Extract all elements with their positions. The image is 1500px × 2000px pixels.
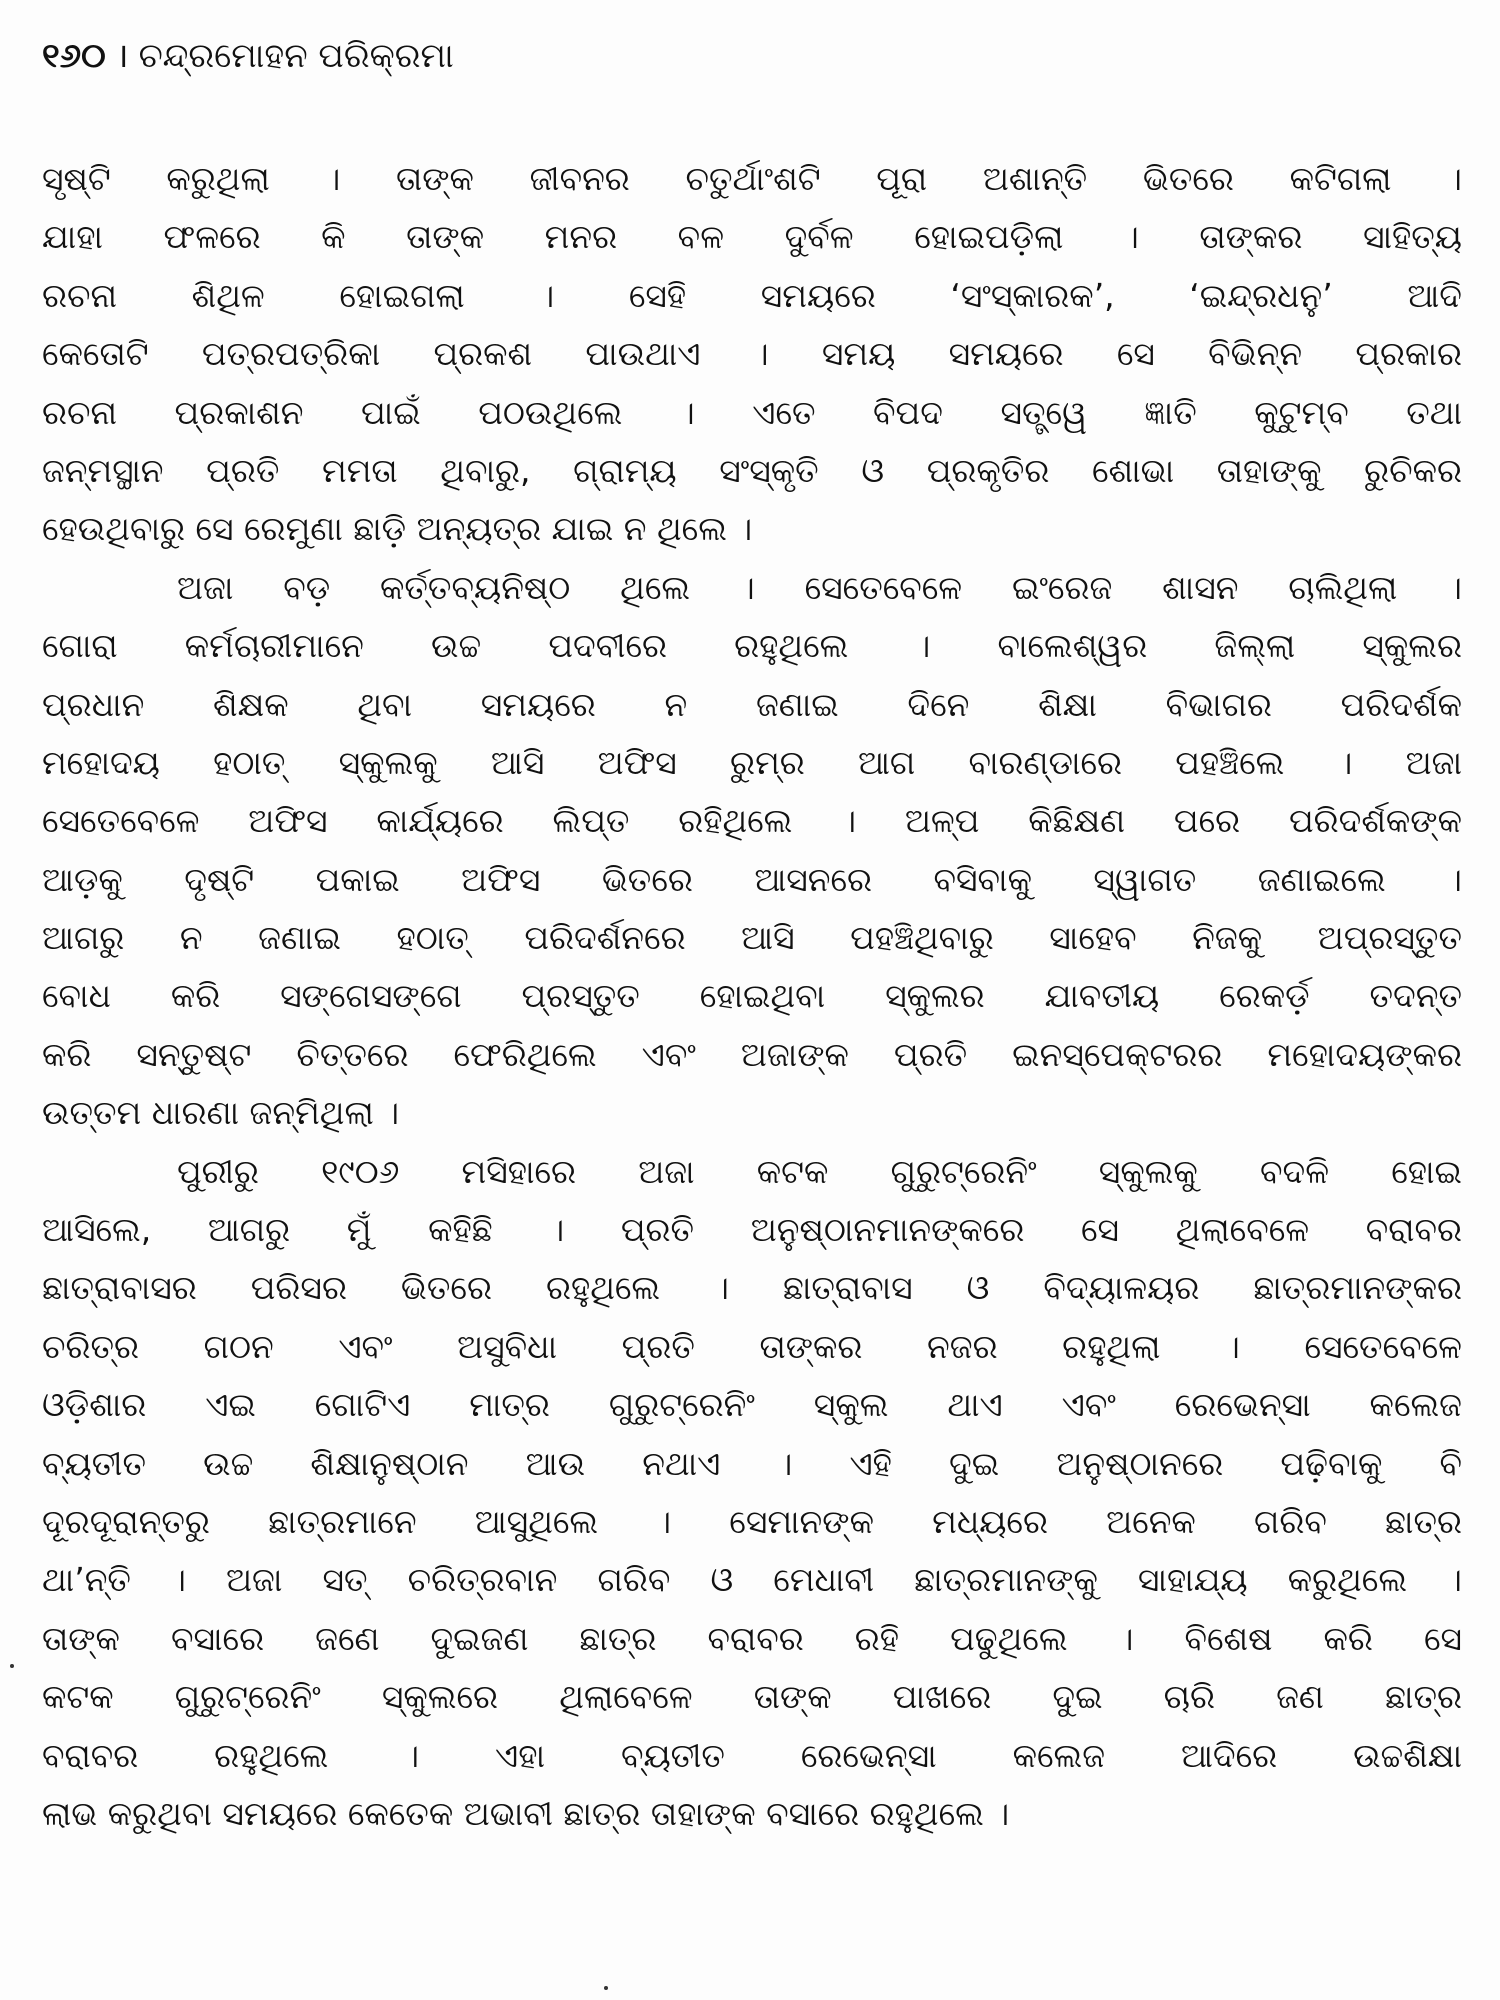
paragraph xyxy=(42,559,1462,1143)
text-line: ବ୍ୟତୀତ ଉଚ୍ଚ ଶିକ୍ଷାନୁଷ୍ଠାନ ଆଉ ନଥାଏ । ଏହି ଦୁଇ ଅନୁଷ୍ଠାନରେ ପଢ଼ିବାକୁ ବି xyxy=(42,1443,1462,1483)
text-line: ଚରିତ୍ର ଗଠନ ଏବଂ ଅସୁବିଧା ପ୍ରତି ତାଙ୍କର ନଜର ରହୁଥିଲା । ସେତେବେଳେ xyxy=(42,1326,1462,1366)
text-line: ବୋଧ କରି ସଙ୍ଗେସଙ୍ଗେ ପ୍ରସ୍ତୁତ ହୋଇଥିବା ସ୍କୁଲର ଯାବତୀୟ ରେକର୍ଡ଼ ତଦନ୍ତ xyxy=(42,976,1462,1016)
book-title: ଚନ୍ଦ୍ରମୋହନ ପରିକ୍ରମା xyxy=(138,36,454,76)
text-line: ହେଉଥିବାରୁ ସେ ରେମୁଣା ଛାଡ଼ି ଅନ୍ୟତ୍ର ଯାଇ ନ ଥିଲେ । xyxy=(42,509,753,549)
header-separator: । xyxy=(115,36,129,76)
paragraph xyxy=(42,150,1462,559)
scan-speck xyxy=(604,1986,608,1990)
paragraph xyxy=(42,1143,1462,1844)
text-line: କରି ସନ୍ତୁଷ୍ଟ ଚିତ୍ତରେ ଫେରିଥିଲେ ଏବଂ ଅଜାଙ୍କ ପ୍ରତି ଇନସ୍‌ପେକ୍ଟରର ମହୋଦୟଙ୍କର xyxy=(42,1034,1462,1074)
text-line: ଦୂରଦୂରାନ୍ତରୁ ଛାତ୍ରମାନେ ଆସୁଥିଲେ । ସେମାନଙ୍କ ମଧ୍ୟରେ ଅନେକ ଗରିବ ଛାତ୍ର xyxy=(42,1501,1462,1541)
text-line: ଥା’ନ୍ତି । ଅଜା ସତ୍ ଚରିତ୍ରବାନ ଗରିବ ଓ ମେଧାବୀ ଛାତ୍ରମାନଙ୍କୁ ସାହାଯ୍ୟ କରୁଥିଲେ । xyxy=(42,1560,1462,1600)
text-line: ଆଡ଼କୁ ଦୃଷ୍ଟି ପକାଇ ଅଫିସ ଭିତରେ ଆସନରେ ବସିବାକୁ ସ୍ୱାଗତ ଜଣାଇଲେ । xyxy=(42,859,1462,899)
text-line: କେତୋଟି ପତ୍ରପତ୍ରିକା ପ୍ରକଶ ପାଉଥାଏ । ସମୟ ସମୟରେ ସେ ବିଭିନ୍ନ ପ୍ରକାର xyxy=(42,334,1462,374)
text-line: କଟକ ଗୁରୁଟ୍ରେନିଂ ସ୍କୁଲରେ ଥିଲାବେଳେ ତାଙ୍କ ପାଖରେ ଦୁଇ ଚାରି ଜଣ ଛାତ୍ର xyxy=(42,1677,1462,1717)
text-line: ସେତେବେଳେ ଅଫିସ କାର୍ଯ୍ୟରେ ଲିପ୍ତ ରହିଥିଲେ । ଅଳ୍ପ କିଛିକ୍ଷଣ ପରେ ପରିଦର୍ଶକଙ୍କ xyxy=(42,801,1462,841)
text-line: ଛାତ୍ରାବାସର ପରିସର ଭିତରେ ରହୁଥିଲେ । ଛାତ୍ରାବାସ ଓ ବିଦ୍ୟାଳୟର ଛାତ୍ରମାନଙ୍କର xyxy=(42,1268,1462,1308)
text-line: ଉତ୍ତମ ଧାରଣା ଜନ୍ମିଥିଲା । xyxy=(42,1093,400,1133)
text-line: ଯାହା ଫଳରେ କି ତାଙ୍କ ମନର ବଳ ଦୁର୍ବଳ ହୋଇପଡ଼ିଲା । ତାଙ୍କର ସାହିତ୍ୟ xyxy=(42,217,1462,257)
text-line: ଆସିଲେ, ଆଗରୁ ମୁଁ କହିଛି । ପ୍ରତି ଅନୁଷ୍ଠାନମାନଙ୍କରେ ସେ ଥିଲାବେଳେ ବରାବର xyxy=(42,1210,1462,1250)
text-line: ବରାବର ରହୁଥିଲେ । ଏହା ବ୍ୟତୀତ ରେଭେନ୍‌ସା କଲେଜ ଆଦିରେ ଉଚ୍ଚଶିକ୍ଷା xyxy=(42,1735,1462,1775)
text-line: ଲାଭ କରୁଥିବା ସମୟରେ କେତେକ ଅଭାବୀ ଛାତ୍ର ତାହାଙ୍କ ବସାରେ ରହୁଥିଲେ । xyxy=(42,1793,1010,1833)
page-number: ୧୬୦ xyxy=(42,36,106,76)
text-line: ପ୍ରଧାନ ଶିକ୍ଷକ ଥିବା ସମୟରେ ନ ଜଣାଇ ଦିନେ ଶିକ୍ଷା ବିଭାଗର ପରିଦର୍ଶକ xyxy=(42,684,1462,724)
text-line: ରଚନା ପ୍ରକାଶନ ପାଇଁ ପଠଉଥିଲେ । ଏତେ ବିପଦ ସତ୍ତ୍ୱେ ଜ୍ଞାତି କୁଟୁମ୍ବ ତଥା xyxy=(42,392,1462,432)
text-line: ସୃଷ୍ଟି କରୁଥିଲା । ତାଙ୍କ ଜୀବନର ଚତୁର୍ଥାଂଶଟି ପୂରା ଅଶାନ୍ତି ଭିତରେ କଟିଗଲା । xyxy=(42,159,1462,198)
text-line: ମହୋଦୟ ହଠାତ୍ ସ୍କୁଲକୁ ଆସି ଅଫିସ ରୁମ୍‌ର ଆଗ ବାରଣ୍ଡାରେ ପହଞ୍ଚିଲେ । ଅଜା xyxy=(42,742,1462,782)
text-line: ତାଙ୍କ ବସାରେ ଜଣେ ଦୁଇଜଣ ଛାତ୍ର ବରାବର ରହି ପଢୁଥିଲେ । ବିଶେଷ କରି ସେ xyxy=(42,1618,1462,1658)
text-line: ଆଗରୁ ନ ଜଣାଇ ହଠାତ୍ ପରିଦର୍ଶନରେ ଆସି ପହଞ୍ଚିଥିବାରୁ ସାହେବ ନିଜକୁ ଅପ୍ରସ୍ତୁତ xyxy=(42,918,1462,958)
text-line: ରଚନା ଶିଥିଳ ହୋଇଗଲା । ସେହି ସମୟରେ ‘ସଂସ୍କାରକ’, ‘ଇନ୍ଦ୍ରଧନୁ’ ଆଦି xyxy=(42,275,1462,315)
body-text xyxy=(42,150,1462,1843)
running-header xyxy=(42,36,454,76)
scan-speck xyxy=(10,1664,14,1668)
text-line: ପୁରୀରୁ ୧୯୦୬ ମସିହାରେ ଅଜା କଟକ ଗୁରୁଟ୍ରେନିଂ ସ୍କୁଲକୁ ବଦଳି ହୋଇ xyxy=(177,1151,1462,1191)
text-line: ଓଡ଼ିଶାର ଏଇ ଗୋଟିଏ ମାତ୍ର ଗୁରୁଟ୍ରେନିଂ ସ୍କୁଲ ଥାଏ ଏବଂ ରେଭେନ୍‌ସା କଲେଜ xyxy=(42,1385,1462,1425)
text-line: ଗୋରା କର୍ମଚାରୀମାନେ ଉଚ୍ଚ ପଦବୀରେ ରହୁଥିଲେ । ବାଲେଶ୍ୱର ଜିଲ୍ଲା ସ୍କୁଲର xyxy=(42,626,1462,666)
text-line: ଜନ୍ମସ୍ଥାନ ପ୍ରତି ମମତା ଥିବାରୁ, ଗ୍ରାମ୍ୟ ସଂସ୍କୃତି ଓ ପ୍ରକୃତିର ଶୋଭା ତାହାଙ୍କୁ ରୁଚିକର xyxy=(42,450,1462,490)
text-line: ଅଜା ବଡ଼ କର୍ତ୍ତବ୍ୟନିଷ୍ଠ ଥିଲେ । ସେତେବେଳେ ଇଂରେଜ ଶାସନ ଚାଲିଥିଲା । xyxy=(177,567,1462,607)
